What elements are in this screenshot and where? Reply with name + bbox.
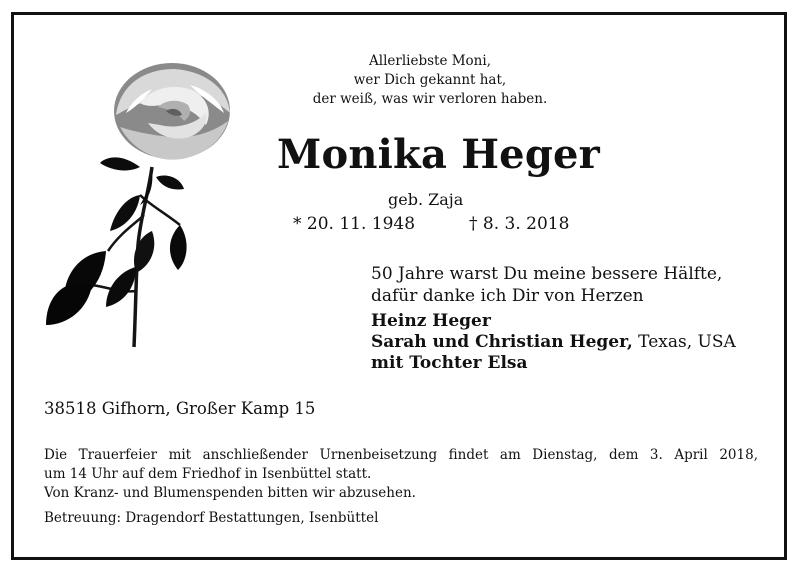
funeral-notice <box>44 446 758 503</box>
maiden-name: geb. Zaja <box>388 190 464 209</box>
tribute-line: dafür danke ich Dir von Herzen <box>371 286 644 306</box>
rose-icon <box>40 55 260 355</box>
address: 38518 Gifhorn, Großer Kamp 15 <box>44 399 316 418</box>
tribute-line: 50 Jahre warst Du meine bessere Hälfte, <box>371 264 723 284</box>
mourner-name: mit Tochter Elsa <box>371 353 528 373</box>
mourner-name: Heinz Heger <box>371 311 491 331</box>
death-date: † 8. 3. 2018 <box>469 214 570 234</box>
tribute-text <box>371 263 722 307</box>
mourner-name: Sarah und Christian Heger, <box>371 332 633 352</box>
mourner-entry <box>371 311 736 332</box>
mourner-entry <box>371 332 736 353</box>
notice-line: um 14 Uhr auf dem Friedhof in Isenbüttel statt. <box>44 466 372 482</box>
deceased-name: Monika Heger <box>277 131 600 178</box>
notice-line: Die Trauerfeier mit anschließender Urnenbeisetzung findet am Dienstag, dem 3. April 2018, <box>44 447 758 463</box>
mourner-location: Texas, USA <box>632 332 736 352</box>
notice-line: Von Kranz- und Blumenspenden bitten wir abzusehen. <box>44 485 416 501</box>
motto-line: Allerliebste Moni, <box>369 53 491 69</box>
motto <box>250 52 610 109</box>
mourner-entry <box>371 353 736 374</box>
funeral-home-credit: Betreuung: Dragendorf Bestattungen, Isenbüttel <box>44 510 379 526</box>
motto-line: der weiß, was wir verloren haben. <box>312 91 548 107</box>
birth-date: * 20. 11. 1948 <box>293 214 416 234</box>
mourners-list <box>371 311 736 374</box>
motto-line: wer Dich gekannt hat, <box>353 72 507 88</box>
